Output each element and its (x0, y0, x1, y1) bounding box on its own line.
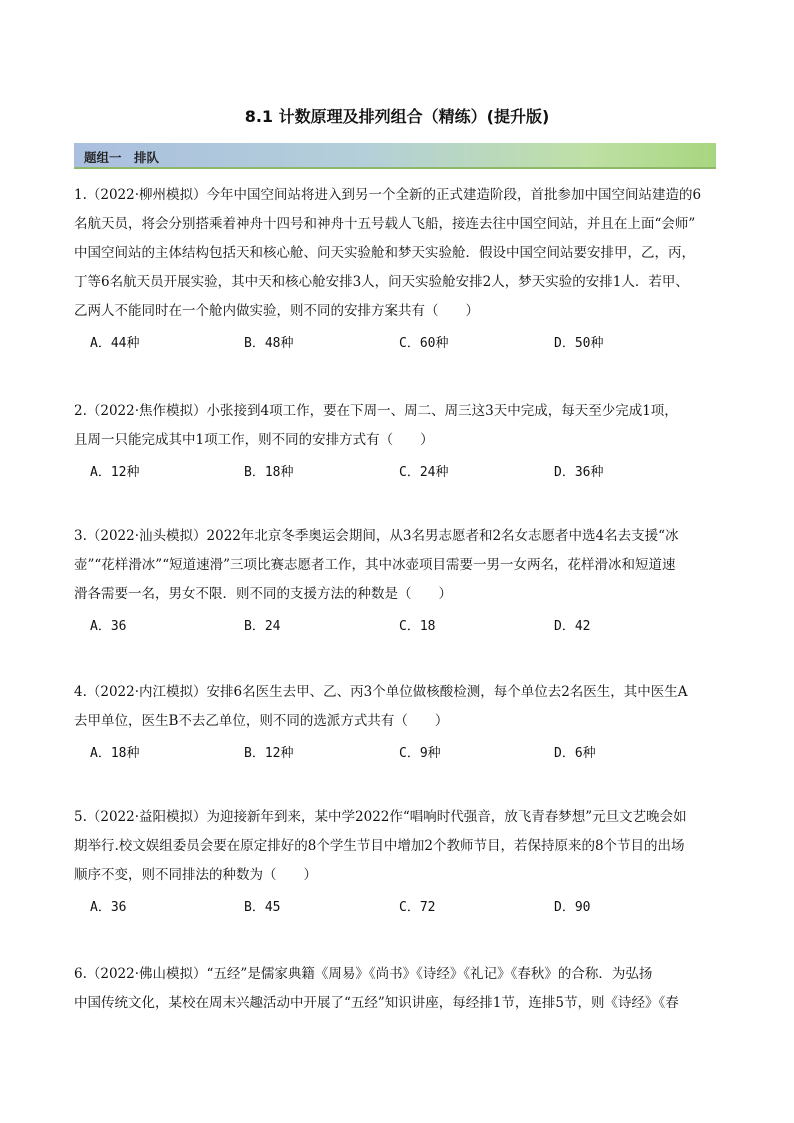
option-b: B．48种 (244, 336, 294, 351)
question-line: 6.（2022·佛山模拟）“五经”是儒家典籍《周易》《尚书》《诗经》《礼记》《春秋》的合称．为弘扬 (74, 966, 653, 982)
option-b: B．18种 (244, 465, 294, 480)
question-line: 3.（2022·汕头模拟）2022年北京冬季奥运会期间，从3名男志愿者和2名女志愿者中选4名去支援“冰 (74, 528, 679, 544)
question-line: 2.（2022·焦作模拟）小张接到4项工作，要在下周一、周二、周三这3天中完成，每天至少完成1项， (74, 403, 678, 419)
option-a: A．36 (90, 619, 127, 634)
option-d: D．36种 (554, 465, 604, 480)
question-6 (74, 960, 724, 1018)
question-line: 5.（2022·益阳模拟）为迎接新年到来，某中学2022作“唱响时代强音，放飞青春梦想”元旦文艺晚会如 (74, 809, 687, 825)
options-row (74, 739, 724, 769)
question-3 (74, 522, 724, 642)
question-line: 顺序不变，则不同排法的种数为（ ） (74, 867, 317, 883)
options-row (74, 893, 724, 923)
question-line: 乙两人不能同时在一个舱内做实验，则不同的安排方案共有（ ） (74, 303, 479, 319)
option-d: D．6种 (554, 746, 596, 761)
question-line: 1.（2022·柳州模拟）今年中国空间站将进入到另一个全新的正式建造阶段，首批参加中国空间站建造的6 (74, 187, 702, 203)
option-d: D．42 (554, 619, 591, 634)
option-b: B．45 (244, 900, 281, 915)
option-b: B．24 (244, 619, 281, 634)
question-line: 4.（2022·内江模拟）安排6名医生去甲、乙、丙3个单位做核酸检测，每个单位去2名医生，其中医生A (74, 684, 688, 700)
question-line: 壶”“花样滑冰”“短道速滑”三项比赛志愿者工作，其中冰壶项目需要一男一女两名，花样滑冰和短道速 (74, 557, 676, 573)
question-line: 且周一只能完成其中1项工作，则不同的安排方式有（ ） (74, 432, 434, 448)
options-row (74, 329, 724, 359)
option-c: C．72 (399, 900, 436, 915)
question-4 (74, 678, 724, 769)
option-c: C．18 (399, 619, 436, 634)
option-c: C．60种 (399, 336, 449, 351)
question-2 (74, 397, 724, 488)
question-line: 名航天员，将会分别搭乘着神舟十四号和神舟十五号载人飞船，接连去往中国空间站，并且在上面“会师” (74, 216, 696, 232)
options-row (74, 458, 724, 488)
option-b: B．12种 (244, 746, 294, 761)
question-line: 中国传统文化，某校在周末兴趣活动中开展了“五经”知识讲座，每经排1节，连排5节，则《诗经》《春 (74, 995, 679, 1011)
question-line: 期举行.校文娱组委员会要在原定排好的8个学生节目中增加2个教师节目，若保持原来的8个节目的出场 (74, 838, 685, 854)
question-5 (74, 803, 724, 923)
option-d: D．90 (554, 900, 591, 915)
question-line: 滑各需要一名，男女不限．则不同的支援方法的种数是（ ） (74, 586, 452, 602)
section-label: 题组一 排队 (84, 150, 160, 165)
option-a: A．44种 (90, 336, 140, 351)
option-c: C．24种 (399, 465, 449, 480)
question-line: 丁等6名航天员开展实验，其中天和核心舱安排3人，问天实验舱安排2人，梦天实验的安排1人．若甲、 (74, 274, 689, 290)
option-a: A．36 (90, 900, 127, 915)
page-title: 8.1 计数原理及排列组合（精练）(提升版) (244, 107, 550, 126)
question-line: 去甲单位，医生B不去乙单位，则不同的选派方式共有（ ） (74, 713, 449, 729)
question-line: 中国空间站的主体结构包括天和核心舱、问天实验舱和梦天实验舱．假设中国空间站要安排甲，乙，丙， (74, 245, 695, 261)
option-c: C．9种 (399, 746, 441, 761)
option-d: D．50种 (554, 336, 604, 351)
option-a: A．12种 (90, 465, 140, 480)
question-1 (74, 181, 724, 359)
option-a: A．18种 (90, 746, 140, 761)
section-banner (74, 143, 716, 169)
options-row (74, 612, 724, 642)
